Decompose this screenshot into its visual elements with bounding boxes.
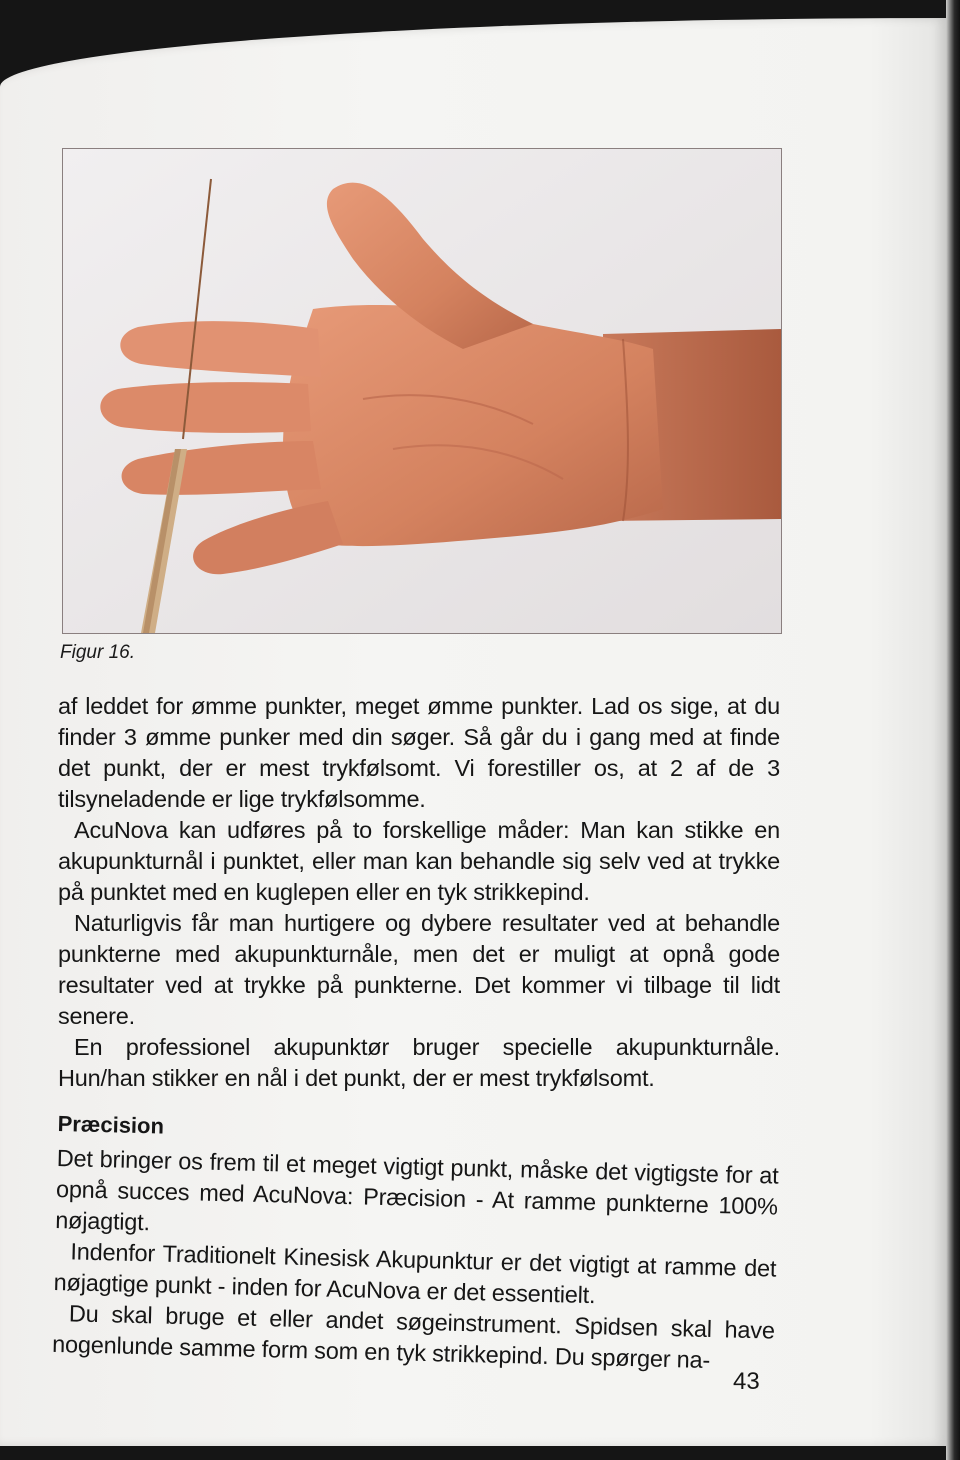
section-heading: Præcision	[57, 1110, 165, 1139]
book-page	[0, 18, 946, 1446]
paragraph: Naturligvis får man hurtigere og dybere resultater ved at behandle punkterne med akupunkturnåle, men det er muligt at opnå gode resultater ved at trykke på punkterne. Det kommer vi tilbage til lidt senere.	[58, 910, 780, 1029]
section-precision	[52, 1108, 780, 1378]
paragraph: En professionel akupunktør bruger specielle akupunkturnåle. Hun/han stikker en nål i det punkt, der er mest trykfølsomt.	[58, 1034, 780, 1091]
paragraph: af leddet for ømme punkter, meget ømme punkter. Lad os sige, at du finder 3 ømme punker med din søger. Så går du i gang med at finde det punkt, der er mest trykfølsomt. Vi forestiller os, at 2 af de 3 tilsyneladende er lige trykfølsomme.	[58, 693, 780, 812]
paragraph: Du skal bruge et eller andet søgeinstrument. Spidsen skal have nogenlunde samme form som en tyk strikkepind. Du spørger na-	[51, 1300, 776, 1374]
paragraph: AcuNova kan udføres på to forskellige måder: Man kan stikke en akupunkturnål i punktet, eller man kan behandle sig selv ved at trykke på punktet med en kuglepen eller en tyk strikkepind.	[58, 817, 780, 905]
paragraph: Det bringer os frem til et meget vigtigt punkt, måske det vigtigste for at opnå succes med AcuNova: Præcision - At ramme punkterne 100% nøjagtigt.	[54, 1144, 779, 1236]
figure-caption: Figur 16.	[60, 642, 135, 663]
paragraph: Indenfor Traditionelt Kinesisk Akupunktur er det vigtigt at ramme det nøjagtige punkt - inden for AcuNova er det essentielt.	[53, 1238, 777, 1309]
page-number: 43	[733, 1368, 760, 1395]
page-edge	[946, 0, 960, 1460]
body-text	[51, 691, 780, 1374]
figure-photo	[62, 148, 782, 634]
hand-with-probe-photo	[63, 149, 781, 633]
